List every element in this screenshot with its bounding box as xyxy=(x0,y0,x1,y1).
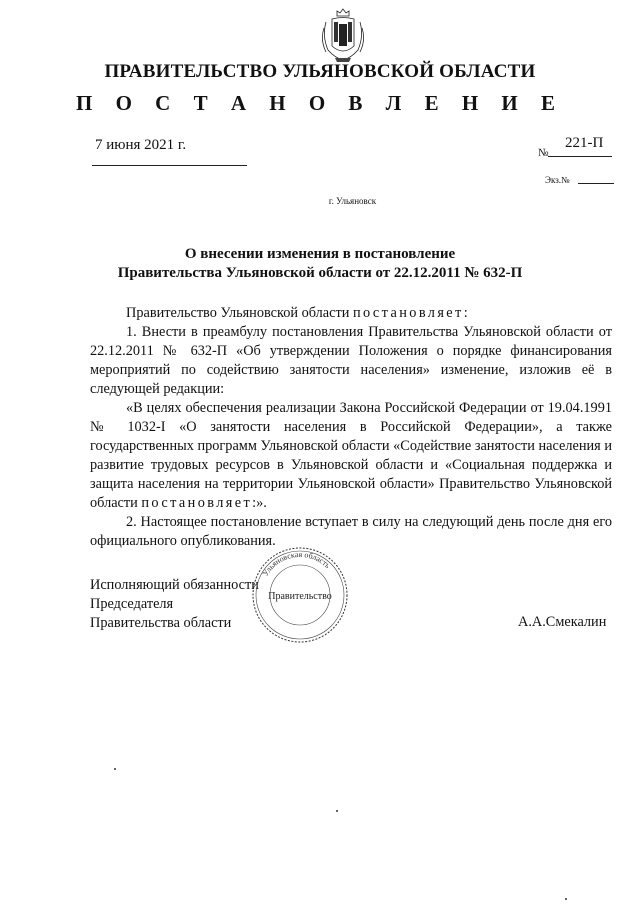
document-date: 7 июня 2021 г. xyxy=(95,137,187,153)
signatory-name: А.А.Смекалин xyxy=(518,614,607,630)
signatory-line-3: Правительства области xyxy=(90,615,232,631)
document-subject xyxy=(0,245,640,283)
paragraph-1: 1. Внести в преамбулу постановления Правительства Ульяновской области от 22.12.2011 № 632-П «Об утверждении Положения о порядке финансирования мероприятий по содействию занятости населения» изменение, изложив её в следующей редакции: xyxy=(90,324,612,397)
document-body xyxy=(90,304,612,551)
signatory-title xyxy=(90,576,259,633)
seal-center-text: Правительство xyxy=(268,591,332,602)
government-title: ПРАВИТЕЛЬСТВО УЛЬЯНОВСКОЙ ОБЛАСТИ xyxy=(104,61,536,82)
signatory-line-2: Председателя xyxy=(90,596,174,612)
city-label: г. Ульяновск xyxy=(328,196,377,206)
date-underline xyxy=(92,165,247,166)
coat-of-arms-emblem xyxy=(320,6,366,64)
number-underline xyxy=(548,156,612,157)
seal-ring-text: Ульяновская область xyxy=(260,549,333,578)
svg-text:Ульяновская область xyxy=(261,550,333,578)
spaced-verb: постановляет xyxy=(141,495,253,511)
official-seal-stamp xyxy=(245,545,355,645)
scan-speck xyxy=(114,768,116,770)
subject-line-1: О внесении изменения в постановление xyxy=(184,246,456,262)
scan-speck xyxy=(336,810,338,812)
document-number: 221-П xyxy=(565,135,604,151)
document-type-heading: П О С Т А Н О В Л Е Н И Е xyxy=(75,91,564,115)
spaced-verb: постановляет xyxy=(352,305,464,321)
paragraph-2: 2. Настоящее постановление вступает в силу на следующий день после дня его официального опубликования. xyxy=(90,514,612,549)
quoted-preamble: «В целях обеспечения реализации Закона Российской Федерации от 19.04.1991 № 1032-I «О занятости населения в Российской Федерации», а также государственных программ Ульяновской области «Содействие занятости населения и развитие трудовых ресурсов в Ульяновской области и «Социальная поддержка и защита населения на территории Ульяновской области» Правительство Ульяновской области постановляет:». xyxy=(90,400,612,511)
signatory-line-1: Исполняющий обязанности xyxy=(90,577,259,593)
copy-number-underline xyxy=(578,183,614,184)
number-sign: № xyxy=(538,147,549,159)
scan-speck xyxy=(565,898,567,900)
subject-line-2: Правительства Ульяновской области от 22.12.2011 № 632-П xyxy=(117,265,523,281)
intro-paragraph: Правительство Ульяновской области постановляет: xyxy=(126,305,468,321)
copy-number-label: Экз.№ xyxy=(545,175,570,185)
